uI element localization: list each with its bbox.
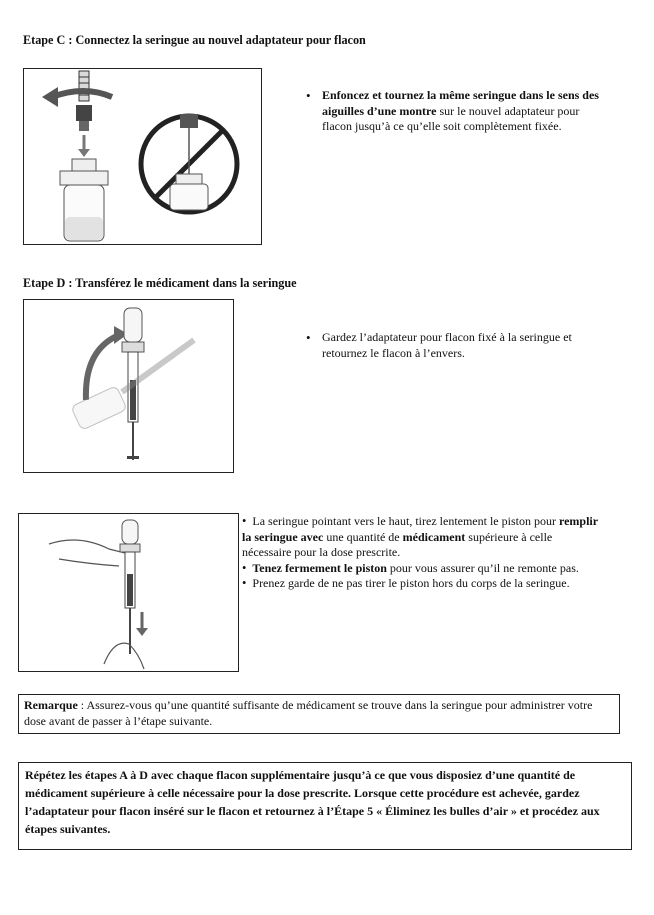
step-d-illustration: [23, 299, 234, 473]
pull-b1-c: supérieure à celle nécessaire pour la dose prescrite.: [242, 529, 553, 559]
pull-b1-a: La seringue pointant vers le haut, tirez lentement le piston pour: [252, 514, 559, 528]
step-c-heading: Etape C : Connectez la seringue au nouvel adaptateur pour flacon: [23, 33, 366, 47]
step-d-heading: Etape D : Transférez le médicament dans la seringue: [23, 276, 297, 290]
step-c-instruction: [304, 88, 604, 135]
pull-b2-bold: Tenez fermement le piston: [252, 560, 387, 575]
pull-plunger-illustration: [18, 513, 239, 672]
remark-box: [18, 694, 620, 734]
pull-b2-rest: pour vous assurer qu’il ne remonte pas.: [386, 560, 579, 575]
pull-bullet-3: • Prenez garde de ne pas tirer le piston hors du corps de la seringue.: [242, 576, 570, 590]
pull-b1-bold1: remplir la seringue avec: [242, 514, 598, 544]
pull-bullet-1: • La seringue pointant vers le haut, tirez lentement le piston pour remplir la seringue avec une quantité de médicament supérieure à celle nécessaire pour la dose prescrite.: [242, 514, 598, 559]
remark-label: Remarque: [24, 698, 78, 712]
pull-b1-b: une quantité de: [323, 529, 403, 544]
pull-plunger-instructions: [242, 514, 602, 592]
step-c-instruction-rest: sur le nouvel adaptateur pour flacon jusqu’à ce qu’elle soit complètement fixée.: [322, 103, 580, 133]
repeat-box: [18, 762, 632, 850]
step-c-bold-instruction: Enfoncez et tournez la même seringue dans le sens des aiguilles d’une montre: [322, 88, 599, 118]
pull-bullet-2: • Tenez fermement le piston pour vous assurer qu’il ne remonte pas.: [242, 560, 579, 575]
step-c-illustration: [23, 68, 262, 245]
remark-text: : Assurez-vous qu’une quantité suffisante de médicament se trouve dans la seringue pour administrer votre dose avant de passer à l’étape suivante.: [24, 698, 593, 728]
pull-b3: Prenez garde de ne pas tirer le piston hors du corps de la seringue.: [252, 576, 570, 590]
pull-b1-bold2: médicament: [402, 529, 466, 544]
step-d-instruction: [304, 330, 614, 361]
step-d-bullet: • Gardez l’adaptateur pour flacon fixé à la seringue et retournez le flacon à l’envers.: [304, 330, 614, 361]
repeat-text: Répétez les étapes A à D avec chaque flacon supplémentaire jusqu’à ce que vous disposiez d’une quantité de médicament supérieure à celle nécessaire pour la dose prescrite. Lorsque cette procédure est achevée, gardez l’adaptateur pour flacon inséré sur le flacon et retournez à l’Étape 5 « Éliminez les bulles d’air » et procédez aux étapes suivantes.: [25, 768, 600, 836]
